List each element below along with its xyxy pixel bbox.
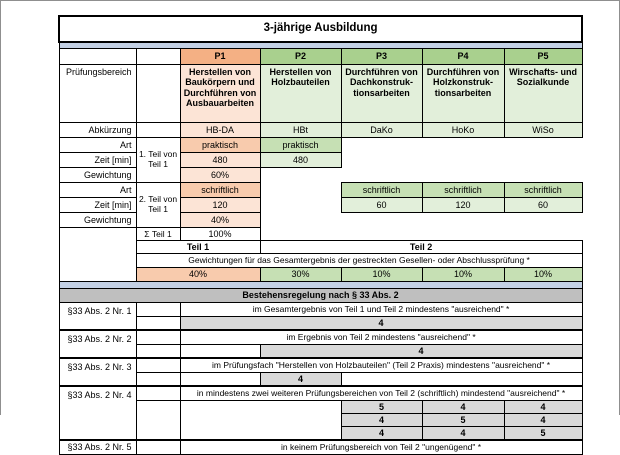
- zeit1-p2: 480: [260, 153, 341, 168]
- gesamt-p4: 10%: [422, 268, 504, 282]
- empty-cell: [180, 345, 260, 359]
- row-label-gewichtung2: Gewichtung: [59, 213, 136, 228]
- abk-p4: HoKo: [422, 123, 504, 138]
- rule-text: im Ergebnis von Teil 2 mindestens "ausreichend" *: [180, 330, 582, 345]
- rule-text: im Prüfungsfach "Herstellen von Holzbauteilen" (Teil 2 Praxis) mindestens "ausreichend" *: [180, 358, 582, 373]
- empty-cell: [136, 373, 180, 387]
- rule-label: §33 Abs. 2 Nr. 2: [59, 330, 136, 358]
- rule-text: in mindestens zwei weiteren Prüfungsbereichen von Teil 2 (schriftlich) mindestend "ausreichend" *: [180, 386, 582, 401]
- row-label-art1: Art: [59, 138, 136, 153]
- bestehen-title: Bestehensregelung nach § 33 Abs. 2: [59, 289, 582, 303]
- matrix-value: 5: [504, 427, 582, 441]
- corner-cell: [59, 49, 136, 65]
- bereich-p3: Durchführen von Dachkonstruktionsarbeiten: [341, 65, 422, 123]
- p1-header: P1: [180, 49, 260, 65]
- empty-cell: [180, 401, 341, 441]
- row-label-pruefungsbereich: Prüfungsbereich: [59, 65, 136, 123]
- bereich-p1: Herstellen von Baukörpern und Durchführen von Ausbauarbeiten: [180, 65, 260, 123]
- teil1-span: Teil 1: [136, 241, 260, 254]
- empty-cell: [136, 386, 180, 401]
- empty-cell: [136, 401, 180, 441]
- row-label-zeit2: Zeit [min]: [59, 198, 136, 213]
- empty-cell: [136, 65, 180, 123]
- corner-cell: [136, 49, 180, 65]
- abk-p1: HB-DA: [180, 123, 260, 138]
- empty-cell: [180, 373, 260, 387]
- bereich-p4: Durchführen von Holzkonstruktionsarbeiten: [422, 65, 504, 123]
- filler-cell: [260, 183, 341, 228]
- empty-cell: [136, 317, 180, 331]
- matrix-value: 4: [504, 401, 582, 414]
- rule-value: 4: [180, 317, 582, 331]
- empty-cell: [136, 358, 180, 373]
- zeit2-p4: 120: [422, 198, 504, 213]
- abk-p5: WiSo: [504, 123, 582, 138]
- zeit2-p3: 60: [341, 198, 422, 213]
- p5-header: P5: [504, 49, 582, 65]
- rule-label: §33 Abs. 2 Nr. 5: [59, 440, 136, 455]
- group-summe-teil1: Σ Teil 1: [136, 228, 180, 241]
- zeit2-p5: 60: [504, 198, 582, 213]
- empty-cell: [136, 440, 180, 455]
- gewichtung1-p1: 60%: [180, 168, 260, 183]
- row-label-gewichtung1: Gewichtung: [59, 168, 136, 183]
- rule-value: 4: [260, 345, 582, 359]
- bereich-p5: Wirschafts- und Sozialkunde: [504, 65, 582, 123]
- rule-label: §33 Abs. 2 Nr. 3: [59, 358, 136, 386]
- empty-cell: [136, 345, 180, 359]
- matrix-value: 4: [422, 427, 504, 441]
- p4-header: P4: [422, 49, 504, 65]
- art1-p2: praktisch: [260, 138, 341, 153]
- summe-teil1-value: 100%: [180, 228, 260, 241]
- p3-header: P3: [341, 49, 422, 65]
- empty-cell: [136, 123, 180, 138]
- matrix-value: 4: [341, 427, 422, 441]
- zeit2-p1: 120: [180, 198, 260, 213]
- table-title: 3-jährige Ausbildung: [59, 16, 582, 42]
- empty-cell: [136, 303, 180, 317]
- filler-cell: [341, 213, 582, 228]
- p2-header: P2: [260, 49, 341, 65]
- gesamt-p1: 40%: [136, 268, 260, 282]
- art2-p5: schriftlich: [504, 183, 582, 198]
- row-label-abkuerzung: Abkürzung: [59, 123, 136, 138]
- row-label-art2: Art: [59, 183, 136, 198]
- matrix-value: 4: [504, 414, 582, 427]
- empty-cell: [341, 373, 582, 387]
- gesamt-p5: 10%: [504, 268, 582, 282]
- gewichtung2-p1: 40%: [180, 213, 260, 228]
- ausbildung-table: [58, 15, 583, 455]
- art2-p3: schriftlich: [341, 183, 422, 198]
- filler-cell: [260, 168, 582, 183]
- art2-p1: schriftlich: [180, 183, 260, 198]
- matrix-value: 4: [422, 401, 504, 414]
- matrix-value: 5: [422, 414, 504, 427]
- rule-text: in keinem Prüfungsbereich von Teil 2 "ungenügend" *: [180, 440, 582, 455]
- matrix-value: 4: [341, 414, 422, 427]
- teil2-span: Teil 2: [260, 241, 582, 254]
- rule-label: §33 Abs. 2 Nr. 1: [59, 303, 136, 331]
- abk-p3: DaKo: [341, 123, 422, 138]
- rule-text: im Gesamtergebnis von Teil 1 und Teil 2 mindestens "ausreichend" *: [180, 303, 582, 317]
- row-label-zeit1: Zeit [min]: [59, 153, 136, 168]
- gesamt-p3: 10%: [341, 268, 422, 282]
- abk-p2: HBt: [260, 123, 341, 138]
- empty-cell: [136, 330, 180, 345]
- filler-cell: [260, 228, 582, 241]
- zeit1-p1: 480: [180, 153, 260, 168]
- filler-cell: [341, 138, 582, 168]
- gesamt-caption: Gewichtungen für das Gesamtergebnis der gestreckten Gesellen- oder Abschlussprüfung *: [136, 254, 582, 268]
- gesamt-p2: 30%: [260, 268, 341, 282]
- rule-label: §33 Abs. 2 Nr. 4: [59, 386, 136, 440]
- empty-cell: [59, 228, 136, 282]
- art2-p4: schriftlich: [422, 183, 504, 198]
- rule-value: 4: [260, 373, 341, 387]
- group-teil2-von-teil1: 2. Teil von Teil 1: [136, 183, 180, 228]
- matrix-value: 5: [341, 401, 422, 414]
- art1-p1: praktisch: [180, 138, 260, 153]
- group-teil1-von-teil1: 1. Teil von Teil 1: [136, 138, 180, 183]
- bereich-p2: Herstellen von Holzbauteilen: [260, 65, 341, 123]
- blue-divider-middle: [59, 282, 582, 289]
